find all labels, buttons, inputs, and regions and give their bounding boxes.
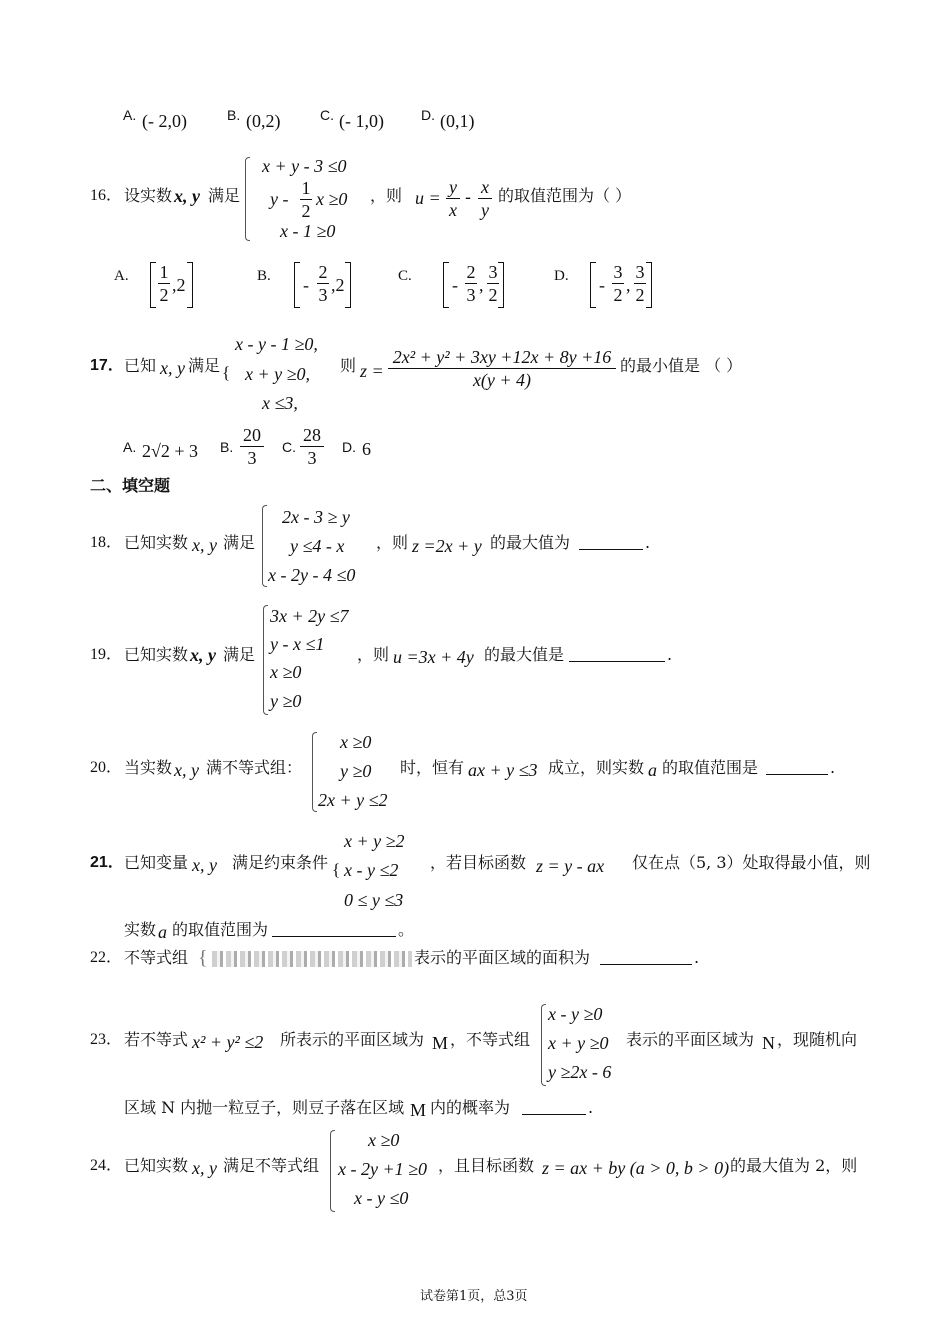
q21-constraint-2: x - y ≤2 xyxy=(344,860,399,880)
page-footer: 试卷第1页，总3页 xyxy=(420,1289,528,1304)
q20-constraint-2: y ≥0 xyxy=(340,761,372,781)
q19-constraint-3: x ≥0 xyxy=(270,662,302,682)
q18-constraint-3: x - 2y - 4 ≤0 xyxy=(268,565,356,585)
q19-constraint-4: y ≥0 xyxy=(270,691,302,711)
q19-stem: 已知实数 xyxy=(124,645,189,664)
q17-brace: { xyxy=(222,363,231,382)
q17-then: 则 xyxy=(340,356,357,375)
q21-end: 。 xyxy=(398,920,415,939)
q20-mid: 时，恒有 xyxy=(400,758,465,777)
q24-satisfy: 满足不等式组 xyxy=(223,1156,320,1175)
q23-mid3: 表示的平面区域为 xyxy=(626,1030,755,1049)
q22-brace: { xyxy=(198,947,208,969)
q21-tail: 仅在点（5, 3）处取得最小值，则 xyxy=(632,853,871,872)
q21-expression: z = y - ax xyxy=(536,856,605,876)
q21-var-a: a xyxy=(158,922,167,942)
q16-option-d-left-bracket xyxy=(590,262,596,308)
q16-stem: 设实数 xyxy=(124,186,173,205)
q16-satisfy: 满足 xyxy=(208,186,241,205)
q23-stem: 若不等式 xyxy=(124,1030,189,1049)
q16-option-a-left-bracket xyxy=(150,262,156,308)
q15-option-c-label: C. xyxy=(320,107,334,123)
q18-end: . xyxy=(645,533,651,552)
q23-tail: ，现随机向 xyxy=(777,1030,858,1049)
q16-vars: x, y xyxy=(174,186,200,206)
q23-inequality: x² + y² ≤2 xyxy=(192,1032,264,1052)
q20-satisfy: 满不等式组： xyxy=(206,758,303,777)
q18-expression: z =2x + y xyxy=(412,536,482,556)
q16-then: ，则 xyxy=(370,186,403,205)
q17-constraint-3: x ≤3, xyxy=(262,393,298,413)
q16-fraction-x-over-y: x y xyxy=(478,178,492,219)
q23-line2-region-m: M xyxy=(410,1100,427,1120)
q23-number: 23． xyxy=(90,1031,123,1048)
q17-number: 17． xyxy=(90,357,124,374)
q16-option-a-fraction: 1 2 xyxy=(159,262,169,305)
q17-fraction: 2x² + y² + 3xy +12x + 8y +16 x(y + 4) xyxy=(388,348,616,389)
q16-option-d-fraction-2: 3 2 xyxy=(635,262,645,305)
q16-option-c-label: C. xyxy=(398,268,412,284)
q24-vars: x, y xyxy=(192,1158,217,1178)
q22-tail: 表示的平面区域的面积为 xyxy=(414,948,591,967)
q15-option-c: (- 1,0) xyxy=(339,111,384,131)
q16-option-b-rest: ,2 xyxy=(331,275,345,295)
q23-constraint-2: x + y ≥0 xyxy=(548,1033,609,1053)
q16-option-c-left-bracket xyxy=(443,262,449,308)
q22-stem: 不等式组 xyxy=(124,948,189,967)
q16-option-d-comma: , xyxy=(626,275,631,295)
q23-answer-blank[interactable] xyxy=(522,1114,586,1115)
q16-option-d-minus: - xyxy=(599,275,605,295)
q19-constraint-2: y - x ≤1 xyxy=(270,634,325,654)
q19-number: 19． xyxy=(90,646,123,663)
q20-vars: x, y xyxy=(174,760,199,780)
q17-constraint-1: x - y - 1 ≥0, xyxy=(235,334,318,354)
q16-option-b-fraction: 2 3 xyxy=(318,262,328,305)
q18-answer-blank[interactable] xyxy=(579,549,643,550)
q16-option-b-right-bracket xyxy=(345,262,351,308)
q17-option-c-label: C. xyxy=(282,439,296,455)
q19-constraint-1: 3x + 2y ≤7 xyxy=(270,606,349,626)
q23-end: . xyxy=(588,1098,594,1117)
q23-region-m: M xyxy=(432,1033,449,1053)
q23-constraint-1: x - y ≥0 xyxy=(548,1004,603,1024)
q23-constraint-3: y ≥2x - 6 xyxy=(548,1062,612,1082)
q24-stem: 已知实数 xyxy=(124,1156,189,1175)
q16-option-b-label: B. xyxy=(257,268,271,284)
q23-region-n: N xyxy=(762,1033,775,1053)
q15-option-a-label: A. xyxy=(123,107,137,123)
q21-mid: ，若目标函数 xyxy=(430,853,527,872)
q24-constraint-3: x - y ≤0 xyxy=(354,1188,409,1208)
q16-u-left: u = xyxy=(415,188,441,208)
q24-constraint-2: x - 2y +1 ≥0 xyxy=(338,1159,427,1179)
q22-answer-blank[interactable] xyxy=(600,964,692,965)
q16-constraint-2-fraction: 1 2 xyxy=(301,178,311,221)
q24-expression: z = ax + by (a > 0, b > 0) xyxy=(542,1158,730,1178)
q17-option-d-label: D. xyxy=(342,439,356,455)
section-heading: 二、填空题 xyxy=(90,476,171,495)
q16-brace xyxy=(245,157,250,241)
q16-option-c-comma: , xyxy=(479,275,484,295)
q20-stem: 当实数 xyxy=(124,758,173,777)
q17-option-b-label: B. xyxy=(220,439,234,455)
q20-number: 20． xyxy=(90,759,123,776)
q16-option-d-label: D. xyxy=(554,268,569,284)
q19-then: ，则 xyxy=(357,645,390,664)
q20-var-a: a xyxy=(648,760,657,780)
q18-number: 18． xyxy=(90,534,123,551)
q15-option-b: (0,2) xyxy=(246,111,281,131)
q16-option-b-minus: - xyxy=(303,275,309,295)
q18-vars: x, y xyxy=(192,535,217,555)
q20-brace xyxy=(312,732,317,812)
q20-answer-blank[interactable] xyxy=(766,774,828,775)
q22-garbled-constraints xyxy=(212,951,412,967)
q16-constraint-1: x + y - 3 ≤0 xyxy=(262,156,347,176)
q19-tail: 的最大值是 xyxy=(484,645,565,664)
q21-brace: { xyxy=(332,860,341,879)
q17-satisfy: 满足 xyxy=(188,356,221,375)
q21-answer-blank[interactable] xyxy=(272,936,396,937)
q16-option-c-right-bracket xyxy=(498,262,504,308)
q18-brace xyxy=(262,505,267,587)
q23-line2-tail: 内的概率为 xyxy=(430,1098,511,1117)
q19-brace xyxy=(263,605,268,715)
q16-option-c-fraction-2: 3 2 xyxy=(488,262,498,305)
q16-option-a-right-bracket xyxy=(187,262,193,308)
q17-constraint-2: x + y ≥0, xyxy=(245,364,311,384)
q16-option-b-left-bracket xyxy=(294,262,300,308)
q18-stem: 已知实数 xyxy=(124,533,189,552)
q23-brace xyxy=(541,1004,546,1086)
q24-mid: ，且目标函数 xyxy=(438,1156,535,1175)
q21-satisfy: 满足约束条件 xyxy=(232,853,329,872)
q21-constraint-3: 0 ≤ y ≤3 xyxy=(344,890,404,910)
q21-number: 21． xyxy=(90,854,124,871)
q20-constraint-3: 2x + y ≤2 xyxy=(318,790,388,810)
q22-number: 22． xyxy=(90,949,123,966)
q24-number: 24． xyxy=(90,1157,123,1174)
q24-brace xyxy=(330,1130,335,1212)
q20-mid2: 成立，则实数 xyxy=(548,758,645,777)
q16-option-d-right-bracket xyxy=(646,262,652,308)
q19-satisfy: 满足 xyxy=(223,645,256,664)
q20-constraint-1: x ≥0 xyxy=(340,732,372,752)
q16-option-a-label: A. xyxy=(114,268,129,284)
q19-end: . xyxy=(667,645,673,664)
q21-stem: 已知变量 xyxy=(124,853,189,872)
q17-option-b-fraction: 20 3 xyxy=(240,426,264,467)
q18-constraint-2: y ≤4 - x xyxy=(290,536,345,556)
q23-mid: 所表示的平面区域为 xyxy=(280,1030,425,1049)
q19-vars: x, y xyxy=(190,645,216,665)
q24-constraint-1: x ≥0 xyxy=(368,1130,400,1150)
q16-tail: 的取值范围为（ ） xyxy=(498,186,632,205)
q16-fraction-y-over-x: y x xyxy=(446,178,460,219)
q21-vars: x, y xyxy=(192,855,217,875)
q19-expression: u =3x + 4y xyxy=(393,647,474,667)
q16-option-a-rest: ,2 xyxy=(172,275,186,295)
q16-number: 16． xyxy=(90,187,123,204)
q17-option-c-fraction: 28 3 xyxy=(300,426,324,467)
q18-then: ，则 xyxy=(376,533,409,552)
q17-option-d: 6 xyxy=(362,439,371,459)
q16-constraint-3: x - 1 ≥0 xyxy=(280,221,336,241)
q21-line2-tail: 的取值范围为 xyxy=(172,920,269,939)
q21-constraint-1: x + y ≥2 xyxy=(344,831,405,851)
q16-option-c-fraction-1: 2 3 xyxy=(466,262,476,305)
q16-constraint-2-right: x ≥0 xyxy=(316,189,348,209)
q18-tail: 的最大值为 xyxy=(490,533,571,552)
q19-answer-blank[interactable] xyxy=(569,661,665,662)
q15-option-b-label: B. xyxy=(227,107,241,123)
q18-constraint-1: 2x - 3 ≥ y xyxy=(282,507,350,527)
q23-line2: 区域 N 内抛一粒豆子，则豆子落在区域 xyxy=(124,1098,405,1117)
q24-tail: 的最大值为 2，则 xyxy=(730,1156,858,1175)
q17-option-a-label: A. xyxy=(123,439,137,455)
q15-option-d: (0,1) xyxy=(440,111,475,131)
q17-stem: 已知 xyxy=(124,356,157,375)
q22-end: . xyxy=(694,948,700,967)
q23-mid2: ，不等式组 xyxy=(450,1030,531,1049)
q16-option-c-minus: - xyxy=(452,275,458,295)
q15-option-a: (- 2,0) xyxy=(142,111,187,131)
q20-expression: ax + y ≤3 xyxy=(468,760,538,780)
q17-z-left: z = xyxy=(360,361,384,381)
q21-line2-prefix: 实数 xyxy=(124,920,157,939)
q15-option-d-label: D. xyxy=(421,107,435,123)
q17-vars: x, y xyxy=(160,358,185,378)
q17-option-a: 2√2 + 3 xyxy=(142,441,199,461)
q20-end: . xyxy=(830,758,836,777)
q18-satisfy: 满足 xyxy=(223,533,256,552)
q16-constraint-2-left: y - xyxy=(270,189,289,209)
q20-tail: 的取值范围是 xyxy=(662,758,759,777)
q17-tail: 的最小值是 （ ） xyxy=(620,356,743,375)
q16-minus: - xyxy=(465,187,472,208)
q16-option-d-fraction-1: 3 2 xyxy=(613,262,623,305)
